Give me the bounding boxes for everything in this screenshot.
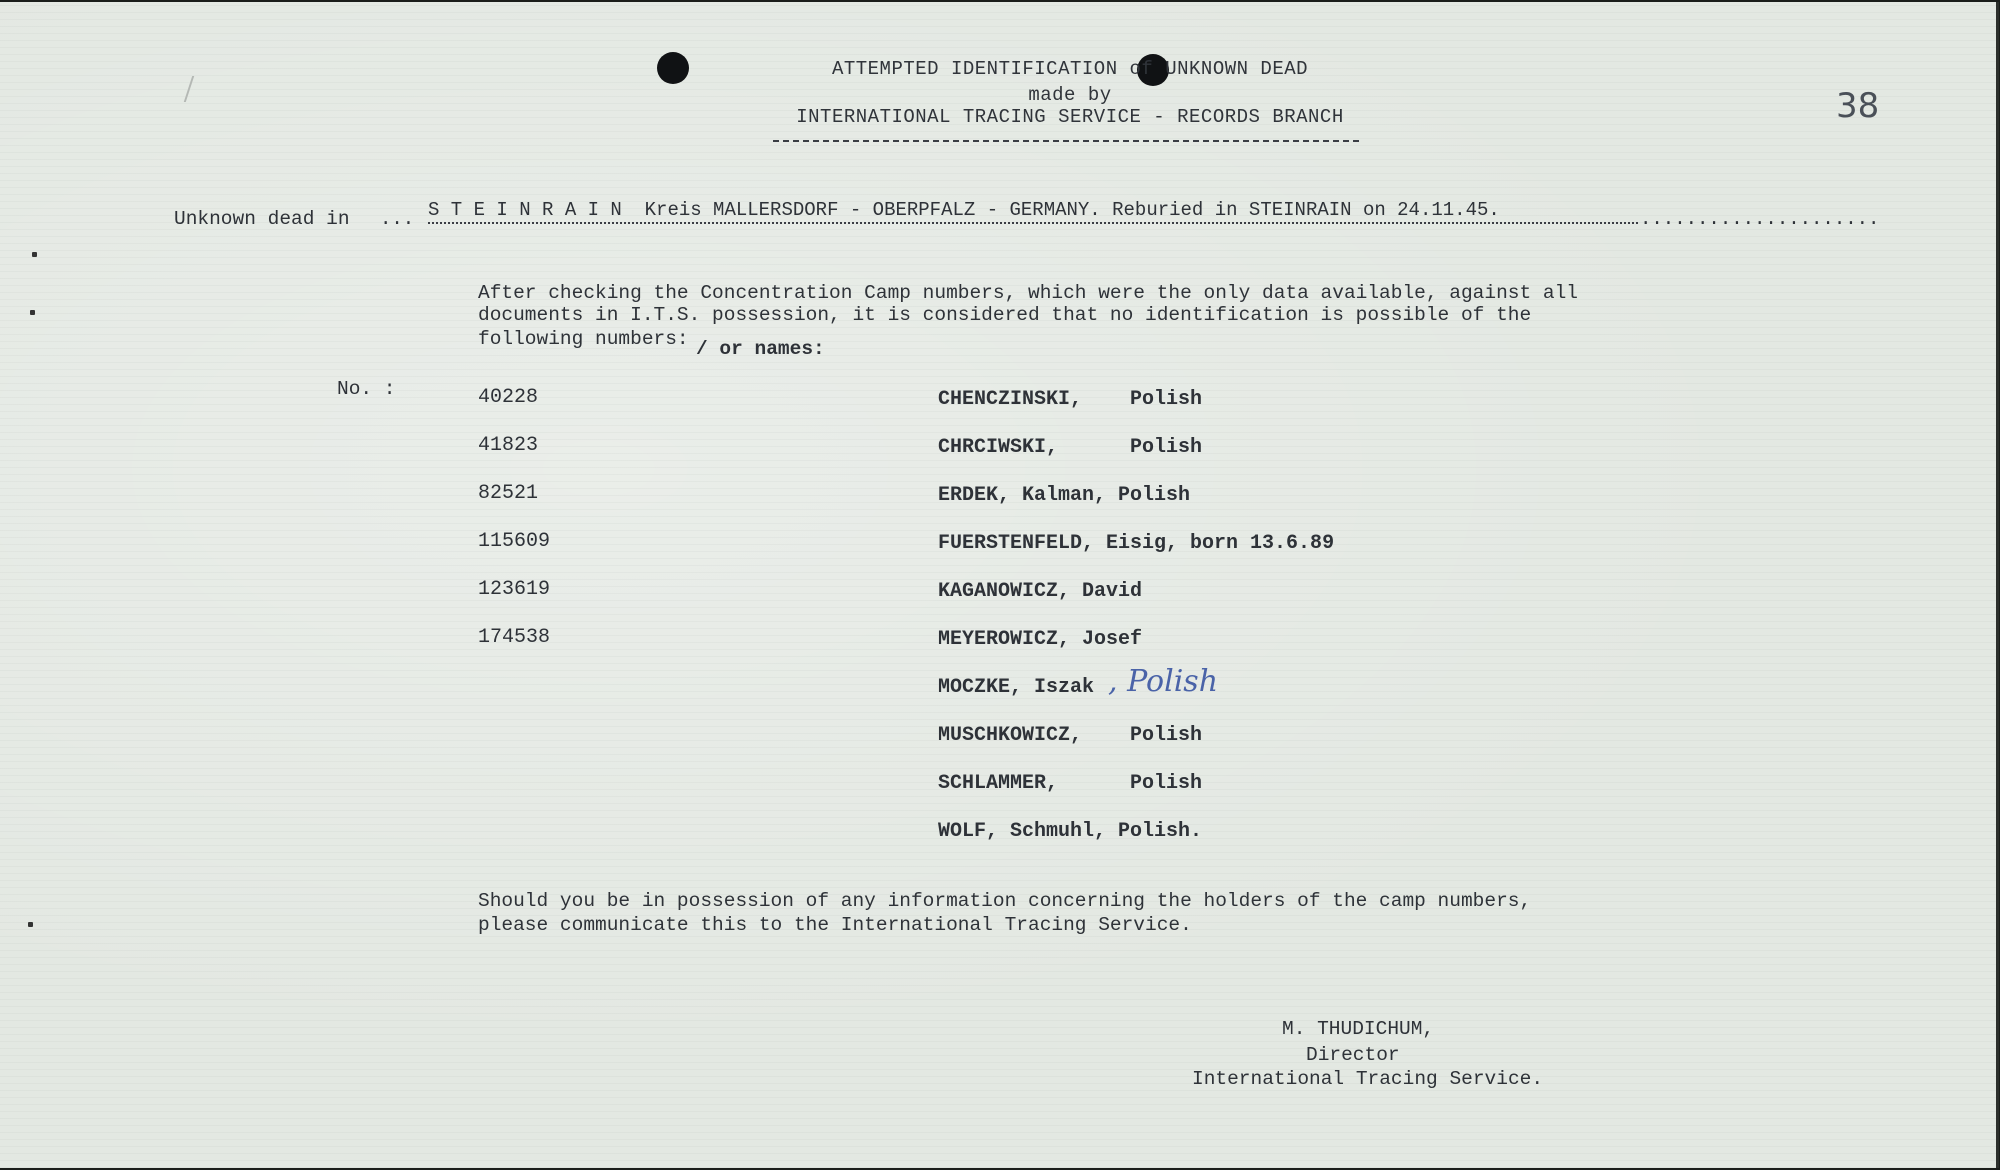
location-underline	[428, 222, 1638, 224]
entry-name: MOCZKE, Iszak	[938, 676, 1095, 699]
entry-name: WOLF, Schmuhl, Polish.	[938, 820, 1203, 843]
header-made-by: made by	[1028, 84, 1112, 106]
location-value: S T E I N R A I N Kreis MALLERSDORF - OBERPFALZ - GERMANY. Reburied in STEINRAIN on 24.11.45.	[428, 199, 1500, 221]
entry-detail: Polish	[1130, 772, 1203, 795]
entry-number: 40228	[478, 386, 539, 409]
signature-name: M. THUDICHUM,	[1282, 1018, 1435, 1040]
handwritten-annotation: , Polish	[1108, 664, 1219, 699]
intro-line-3: following numbers:	[478, 328, 689, 350]
intro-addition: / or names:	[696, 338, 825, 360]
location-label: Unknown dead in	[174, 208, 350, 230]
edge-mark	[30, 310, 35, 315]
entry-number: 174538	[478, 626, 551, 649]
pencil-mark	[184, 76, 208, 102]
entry-number: 123619	[478, 578, 551, 601]
header-title: ATTEMPTED IDENTIFICATION of UNKNOWN DEAD	[831, 58, 1309, 80]
entry-detail: Polish	[1130, 388, 1203, 411]
entry-name: MUSCHKOWICZ,	[938, 724, 1083, 747]
entry-name: ERDEK, Kalman, Polish	[938, 484, 1191, 507]
header-organization: INTERNATIONAL TRACING SERVICE - RECORDS BRANCH	[796, 106, 1344, 128]
entry-number: 41823	[478, 434, 539, 457]
entry-name: CHENCZINSKI,	[938, 388, 1083, 411]
entry-name: CHRCIWSKI,	[938, 436, 1059, 459]
punch-hole-left	[657, 52, 689, 84]
closing-line-1: Should you be in possession of any information concerning the holders of the camp numbers,	[478, 890, 1532, 912]
list-label: No. :	[337, 378, 396, 400]
entry-detail: Polish	[1130, 724, 1203, 747]
document-card	[0, 2, 1999, 1168]
location-dots-trail: .....................	[1640, 208, 1880, 230]
location-dots-lead: ...	[380, 208, 415, 230]
edge-mark	[32, 252, 37, 257]
entry-number: 115609	[478, 530, 551, 553]
entry-name: FUERSTENFELD, Eisig, born 13.6.89	[938, 532, 1335, 555]
entry-name: MEYEROWICZ, Josef	[938, 628, 1143, 651]
intro-line-1: After checking the Concentration Camp numbers, which were the only data available, against all	[478, 282, 1578, 304]
signature-organization: International Tracing Service.	[1192, 1068, 1544, 1090]
entry-detail: Polish	[1130, 436, 1203, 459]
intro-line-2: documents in I.T.S. possession, it is considered that no identification is possible of the	[478, 304, 1532, 326]
entry-name: KAGANOWICZ, David	[938, 580, 1143, 603]
header-underline	[773, 140, 1359, 142]
entry-name: SCHLAMMER,	[938, 772, 1059, 795]
entry-number: 82521	[478, 482, 539, 505]
signature-title: Director	[1306, 1044, 1400, 1066]
closing-line-2: please communicate this to the International Tracing Service.	[478, 914, 1192, 936]
edge-mark	[28, 922, 33, 927]
page-number: 38	[1836, 86, 1880, 126]
